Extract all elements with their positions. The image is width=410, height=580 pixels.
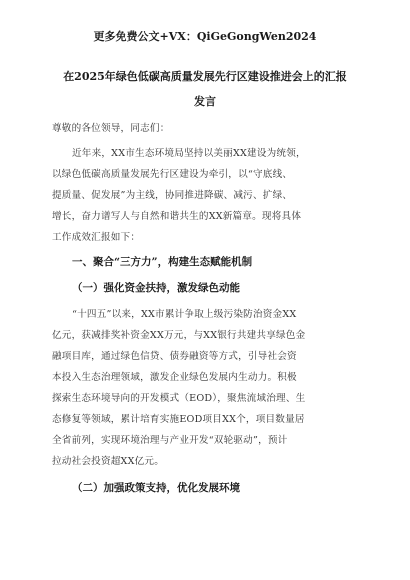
document-title-line-1: 在2025年绿色低碳高质量发展先行区建设推进会上的汇报: [63, 70, 347, 83]
intro-line: 近年来，XX市生态环境局坚持以美丽XX建设为统领，: [72, 148, 306, 159]
intro-line: 以绿色低碳高质量发展先行区建设为牵引，以“守底线、: [52, 169, 293, 180]
section-heading: 一、聚合“三方力”，构建生态赋能机制: [72, 256, 253, 268]
intro-line: 提质量、促发展”为主线，协同推进降碳、减污、扩绿、: [52, 190, 293, 201]
intro-line: 工作成效汇报如下：: [52, 232, 141, 243]
body-line: 亿元，获减排奖补资金XX万元，与XX银行共建共享绿色金: [52, 330, 306, 341]
promo-banner: 更多免费公文+VX：QiGeGongWen2024: [93, 30, 317, 43]
subsection-heading: （一）强化资金扶持，激发绿色动能: [72, 282, 240, 294]
document-title-line-2: 发言: [194, 95, 216, 108]
salutation: 尊敬的各位领导，同志们：: [52, 123, 170, 134]
body-line: “十四五”以来，XX市累计争取上级污染防治资金XX: [72, 309, 297, 320]
body-line: 融项目库，通过绿色信贷、债券融资等方式，引导社会资: [52, 351, 297, 362]
body-line: 拉动社会投资超XX亿元。: [52, 456, 164, 467]
subsection-heading: （二）加强政策支持，优化发展环境: [72, 482, 240, 494]
body-line: 全省前列，实现环境治理与产业开发“双轮驱动”，预计: [52, 435, 288, 446]
body-line: 本投入生态治理领域，激发企业绿色发展内生动力。积极: [52, 372, 297, 383]
body-line: 态修复等领域，累计培育实施EOD项目XX个，项目数量居: [52, 414, 305, 425]
intro-line: 增长，奋力谱写人与自然和谐共生的XX新篇章。现将具体: [52, 211, 302, 222]
body-line: 探索生态环境导向的开发模式（EOD），聚焦流域治理、生: [52, 393, 306, 404]
